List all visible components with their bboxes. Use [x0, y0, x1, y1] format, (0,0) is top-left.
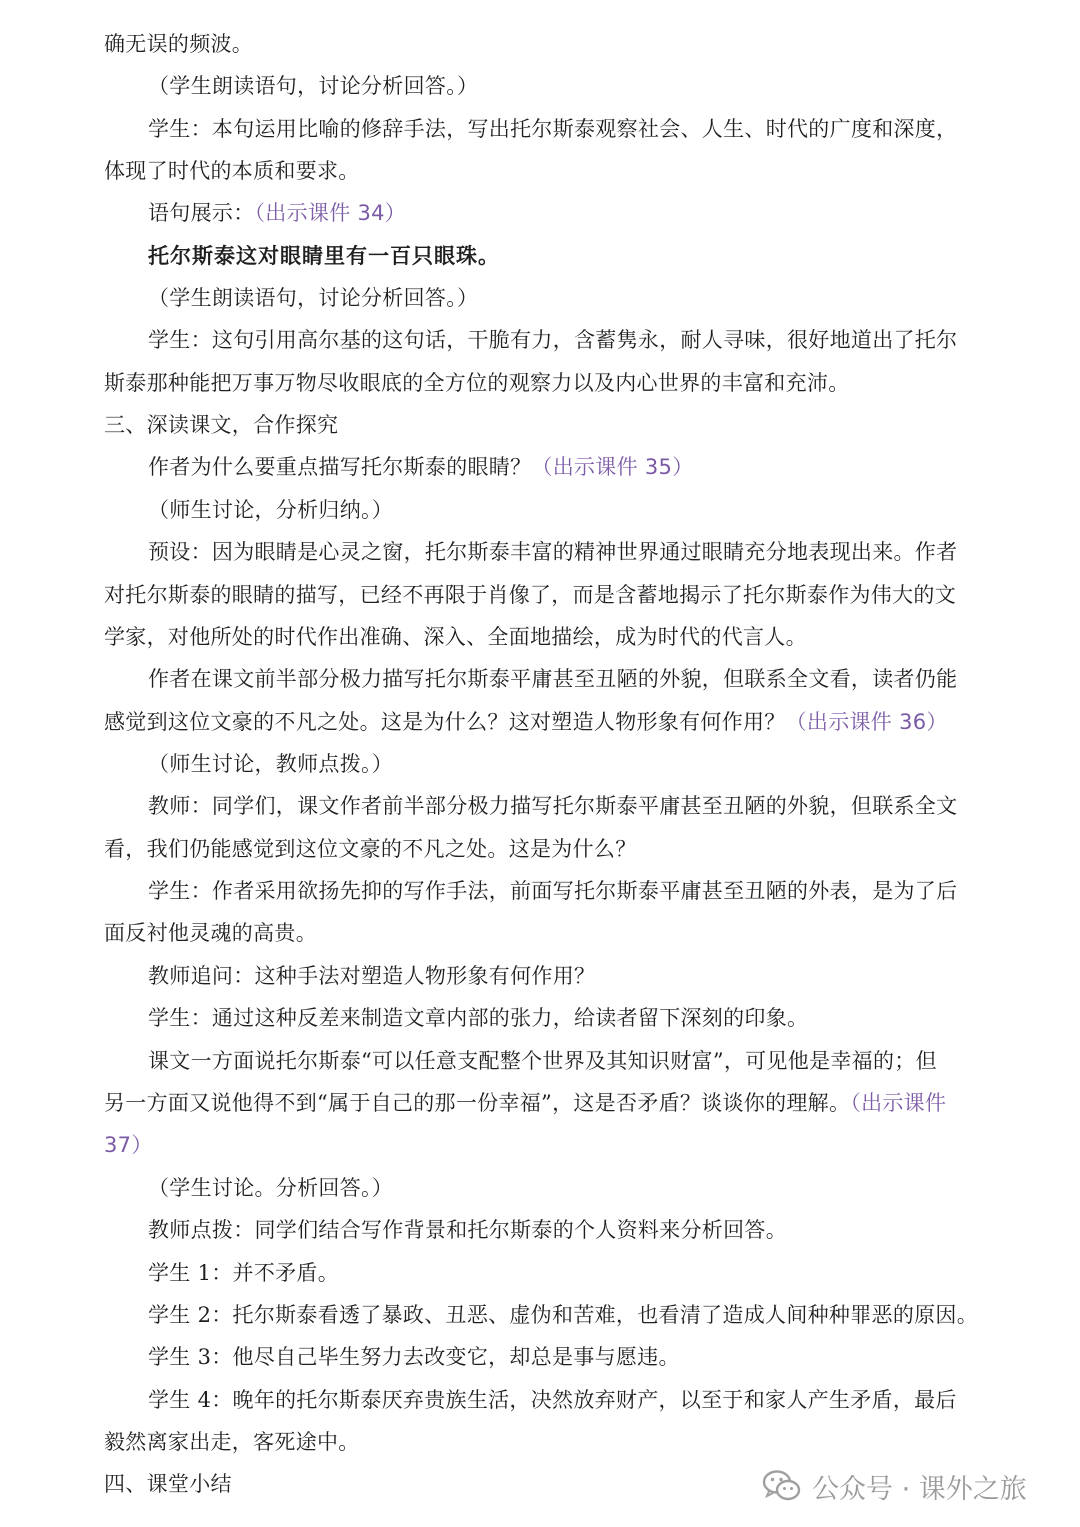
- text-line: 确无误的频波。: [104, 32, 254, 56]
- text-line: 对托尔斯泰的眼睛的描写，已经不再限于肖像了，而是含蓄地揭示了托尔斯泰作为伟大的文: [104, 583, 956, 607]
- text-line: 预设：因为眼睛是心灵之窗，托尔斯泰丰富的精神世界通过眼睛充分地表现出来。作者: [148, 540, 958, 564]
- watermark-text: 公众号 · 课外之旅: [812, 1473, 1027, 1505]
- text-line: 另一方面又说他得不到“属于自己的那一份幸福”，这是否矛盾？谈谈你的理解。（出示课件: [104, 1091, 947, 1115]
- text-line: （学生讨论。分析回答。）: [148, 1176, 394, 1200]
- text-line: 学生：作者采用欲扬先抑的写作手法，前面写托尔斯泰平庸甚至丑陋的外表，是为了后: [148, 879, 958, 903]
- courseware-link: （出示课件 36）: [785, 710, 948, 734]
- courseware-link: （出示课件: [850, 1091, 947, 1115]
- text-line: （学生朗读语句，讨论分析回答。）: [148, 74, 479, 98]
- watermark: [762, 1466, 1027, 1506]
- text-line: 学生：本句运用比喻的修辞手法，写出托尔斯泰观察社会、人生、时代的广度和深度，: [148, 117, 958, 141]
- text-line: 体现了时代的本质和要求。: [104, 159, 360, 183]
- text-line: [104, 1130, 153, 1160]
- text-line: 面反衬他灵魂的高贵。: [104, 921, 317, 945]
- text-line: 语句展示：（出示课件 34）: [148, 201, 407, 225]
- text-line: 作者在课文前半部分极力描写托尔斯泰平庸甚至丑陋的外貌，但联系全文看，读者仍能: [148, 667, 958, 691]
- courseware-link: （出示课件 34）: [254, 201, 407, 225]
- text-line: 看，我们仍能感觉到这位文豪的不凡之处。这是为什么？: [104, 837, 637, 861]
- text-line: （师生讨论，分析归纳。）: [148, 498, 394, 522]
- text-line: 斯泰那种能把万事万物尽收眼底的全方位的观察力以及内心世界的丰富和充沛。: [104, 371, 850, 395]
- text-line: 学生：这句引用高尔基的这句话，干脆有力，含蓄隽永，耐人寻味，很好地道出了托尔: [148, 328, 958, 352]
- text-line: 课文一方面说托尔斯泰“可以任意支配整个世界及其知识财富”，可见他是幸福的；但: [148, 1049, 937, 1073]
- text-line: （学生朗读语句，讨论分析回答。）: [148, 286, 479, 310]
- text-line: 教师：同学们，课文作者前半部分极力描写托尔斯泰平庸甚至丑陋的外貌，但联系全文: [148, 794, 958, 818]
- text-line: 学生 2：托尔斯泰看透了暴政、丑恶、虚伪和苦难，也看清了造成人间种种罪恶的原因。: [148, 1303, 979, 1327]
- text-line: 教师追问：这种手法对塑造人物形象有何作用？: [148, 964, 596, 988]
- text-line: 感觉到这位文豪的不凡之处。这是为什么？这对塑造人物形象有何作用？（出示课件 36）: [104, 710, 948, 734]
- text-line: 学生：通过这种反差来制造文章内部的张力，给读者留下深刻的印象。: [148, 1006, 809, 1030]
- courseware-link: （出示课件 35）: [531, 455, 694, 479]
- text-line: 学家，对他所处的时代作出准确、深入、全面地描绘，成为时代的代言人。: [104, 625, 807, 649]
- text-line: 教师点拨：同学们结合写作背景和托尔斯泰的个人资料来分析回答。: [148, 1218, 787, 1242]
- section-heading: 四、课堂小结: [104, 1472, 232, 1496]
- quoted-sentence: 托尔斯泰这对眼睛里有一百只眼珠。: [148, 243, 500, 268]
- courseware-link: 37）: [104, 1133, 153, 1157]
- text-line: 学生 1：并不矛盾。: [148, 1261, 340, 1285]
- text-line: 作者为什么要重点描写托尔斯泰的眼睛？（出示课件 35）: [148, 455, 694, 479]
- text-line: 学生 3：他尽自己毕生努力去改变它，却总是事与愿违。: [148, 1345, 680, 1369]
- text-line: （师生讨论，教师点拨。）: [148, 752, 394, 776]
- wechat-icon: [762, 1469, 802, 1503]
- text-line: 毅然离家出走，客死途中。: [104, 1430, 360, 1454]
- section-heading: 三、深读课文，合作探究: [104, 413, 339, 437]
- text-line: 学生 4：晚年的托尔斯泰厌弃贵族生活，决然放弃财产，以至于和家人产生矛盾，最后: [148, 1388, 957, 1412]
